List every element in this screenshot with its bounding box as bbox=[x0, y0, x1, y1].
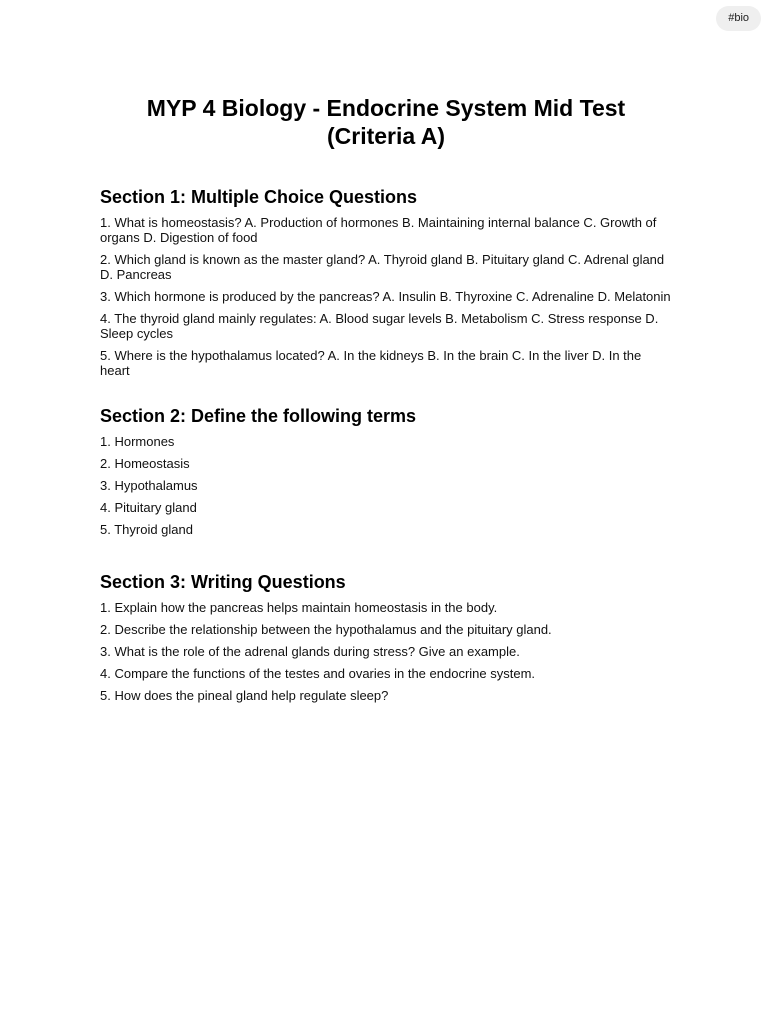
term-list bbox=[100, 434, 672, 537]
question-item: 3. What is the role of the adrenal glands during stress? Give an example. bbox=[100, 644, 520, 659]
question-list bbox=[100, 215, 672, 378]
document-title bbox=[100, 94, 672, 150]
question-item: 4. The thyroid gland mainly regulates: A. Blood sugar levels B. Metabolism C. Stress response D. Sleep cycles bbox=[100, 311, 659, 341]
term-item: 5. Thyroid gland bbox=[100, 522, 193, 537]
tag-badge[interactable]: #bio bbox=[716, 6, 761, 31]
question-item: 4. Compare the functions of the testes and ovaries in the endocrine system. bbox=[100, 666, 536, 681]
question-item: 2. Which gland is known as the master gland? A. Thyroid gland B. Pituitary gland C. Adrenal gland D. Pancreas bbox=[100, 252, 665, 282]
question-item: 5. Where is the hypothalamus located? A. In the kidneys B. In the brain C. In the liver D. In the heart bbox=[100, 348, 642, 378]
section-heading: Section 3: Writing Questions bbox=[100, 572, 346, 592]
term-item: 3. Hypothalamus bbox=[100, 478, 198, 493]
term-item: 4. Pituitary gland bbox=[100, 500, 197, 515]
term-item: 2. Homeostasis bbox=[100, 456, 190, 471]
question-item: 3. Which hormone is produced by the pancreas? A. Insulin B. Thyroxine C. Adrenaline D. Melatonin bbox=[100, 289, 671, 304]
question-item: 5. How does the pineal gland help regulate sleep? bbox=[100, 688, 389, 703]
question-item: 1. Explain how the pancreas helps maintain homeostasis in the body. bbox=[100, 600, 498, 615]
question-item: 1. What is homeostasis? A. Production of hormones B. Maintaining internal balance C. Growth of organs D. Digestion of food bbox=[100, 215, 657, 245]
term-item: 1. Hormones bbox=[100, 434, 175, 449]
title-line-1: MYP 4 Biology - Endocrine System Mid Test bbox=[146, 95, 626, 121]
question-item: 2. Describe the relationship between the hypothalamus and the pituitary gland. bbox=[100, 622, 552, 637]
title-line-2: (Criteria A) bbox=[327, 123, 445, 149]
document-page bbox=[100, 94, 672, 710]
section-definitions bbox=[100, 405, 672, 537]
section-heading: Section 2: Define the following terms bbox=[100, 406, 417, 426]
section-heading: Section 1: Multiple Choice Questions bbox=[100, 187, 418, 207]
question-list bbox=[100, 600, 672, 703]
section-writing bbox=[100, 571, 672, 703]
section-multiple-choice bbox=[100, 186, 672, 378]
